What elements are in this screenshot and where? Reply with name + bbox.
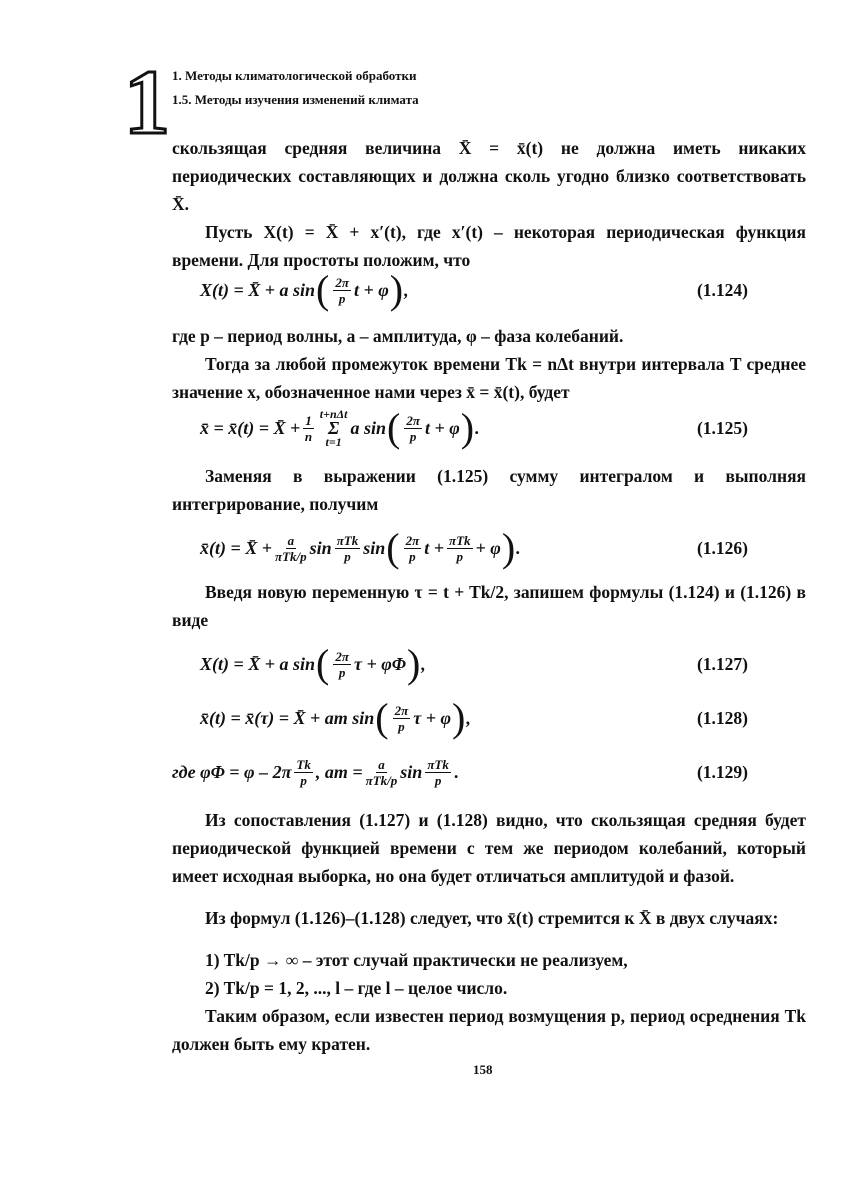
running-header-section: 1.5. Методы изучения изменений климата — [172, 92, 419, 107]
paragraph-7: Из сопоставления (1.127) и (1.128) видно, что скользящая средняя будет периодической функцией времени с тем же периодом колебаний, который имеет исходная выборка, но она будет отличаться амплитудой и фазой. — [172, 810, 806, 886]
paragraph-2: Пусть X(t) = X̄ + x′(t), где x′(t) – некоторая периодическая функция времени. Для простоты положим, что — [172, 222, 806, 270]
eq124-paren-close: ) — [389, 267, 404, 312]
paragraph-1: скользящая средняя величина X̄ = x̄(t) не должна иметь никаких периодических составляющих и должна сколь угодно близко соответствовать X̄. — [172, 138, 806, 214]
page-number: 158 — [473, 1062, 493, 1077]
eq129-number: (1.129) — [696, 761, 748, 782]
eq126-number: (1.126) — [696, 537, 748, 558]
paragraph-3: где p – период волны, a – амплитуда, φ – фаза колебаний. — [172, 326, 624, 346]
eq124-paren-open: ( — [316, 267, 330, 312]
paragraph-5: Заменяя в выражении (1.125) сумму интегралом и выполняя интегрирование, получим — [172, 466, 806, 514]
paragraph-8: Из формул (1.126)–(1.128) следует, что x̄(t) стремится к X̄ в двух случаях: — [205, 908, 779, 928]
equation-1-128: x̄(t) = x̄(τ) = X̄ + am sin ( $\frac{2\pi}{p}$ τ + φ ) , (1.128) — [200, 695, 748, 740]
eq124-number: (1.124) — [696, 279, 748, 300]
equation-1-127: X(t) = X̄ + a sin ( $\frac{2\pi}{p}$ τ + φΦ ) , (1.127) — [200, 641, 748, 686]
paragraph-9: Таким образом, если известен период возмущения p, период осреднения Tk должен быть ему кратен. — [172, 1006, 806, 1054]
running-header-chapter: 1. Методы климатологической обработки — [172, 68, 417, 83]
equation-1-126: x̄(t) = X̄ + $\frac{a}{\text{πTk/p}}$ sin $\frac{\text{πTk}}{p}$ sin ( $\frac{2\pi}{p}$ t + $\frac{\text{πTk}}{p}$ + φ ) . (1.126) — [200, 525, 748, 570]
chapter-number: 1 — [124, 51, 170, 153]
eq124-lhs: X(t) = X̄ + a sin — [200, 279, 316, 300]
eq124-frac: $\frac{2\pi}{p}$ — [335, 274, 349, 306]
list-item-2: 2) Tk/p = 1, 2, ..., l – где l – целое число. — [205, 978, 508, 998]
eq125-number: (1.125) — [696, 417, 748, 438]
paragraph-4: Тогда за любой промежуток времени Tk = nΔt внутри интервала T среднее значение x, обозначенное нами через x̄ = x̄(t), будет — [172, 354, 806, 402]
eq124-tail: t + φ — [353, 279, 389, 300]
eq127-number: (1.127) — [696, 653, 748, 674]
eq128-number: (1.128) — [696, 707, 748, 728]
equation-1-124: X(t) = X̄ + a sin ( $\frac{2\pi}{p}$ t + φ ) , (1.124) — [200, 267, 748, 312]
paragraph-6: Введя новую переменную τ = t + Tk/2, запишем формулы (1.124) и (1.126) в виде — [172, 582, 806, 630]
equation-1-129: где φΦ = φ – 2π $\frac{Tk}{p}$ , am = $\frac{a}{\text{πTk/p}}$ sin $\frac{\text{πTk}}{p}$ . (1.129) — [172, 756, 748, 788]
list-item-1: 1) Tk/p → ∞ – этот случай практически не реализуем, — [205, 950, 628, 970]
equation-1-125: x̄ = x̄(t) = X̄ + $\frac{1}{n}$ t+nΔt Σ t=1 a sin ( $\frac{2\pi}{p}$ t + φ ) . (1.125) — [200, 405, 748, 450]
sum-symbol: t+nΔt Σ t=1 — [319, 407, 348, 449]
